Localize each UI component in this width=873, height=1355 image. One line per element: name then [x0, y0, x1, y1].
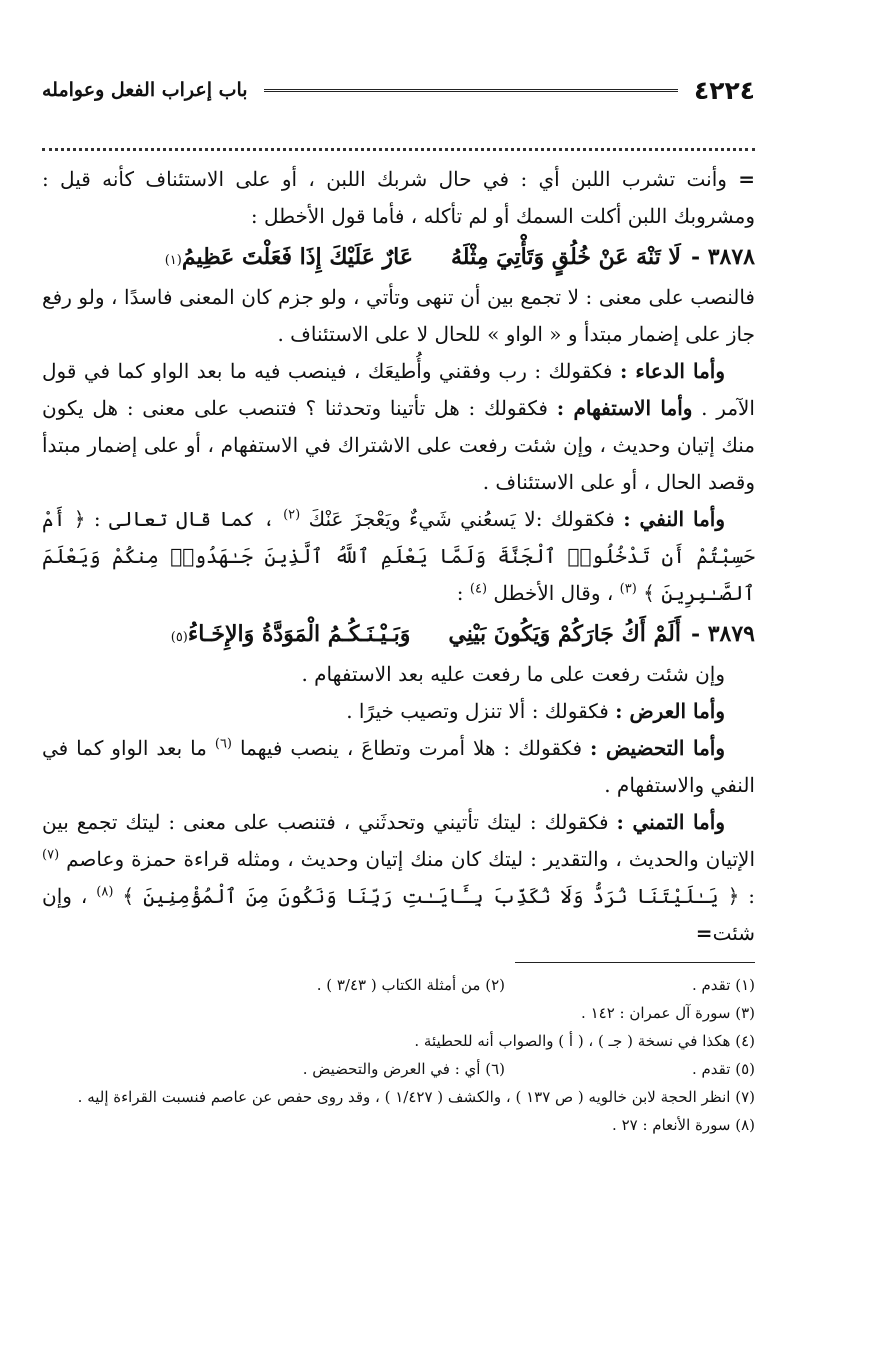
paragraph-1-text: وأنت تشرب اللبن أي : في حال شربك اللبن ، أو على الاستئناف كأنه قيل : ومشروبك اللبن أكلت السمك أو لم تأكله ، فأما قول الأخطل :	[42, 167, 755, 228]
footnote-ref-2[interactable]: (٢)	[283, 507, 301, 523]
footnote-ref-4[interactable]: (٤)	[469, 581, 488, 597]
page-header	[42, 70, 755, 110]
continued-marker: =	[738, 167, 755, 191]
paragraph-8-text-3: ، وإن شئت	[42, 884, 755, 945]
verse-hemistich-1: أَلَمْ أَكُ جَارَكُمْ وَيَكُونَ بَيْنِي	[448, 621, 681, 647]
verse-hemistich-1: لَا تَنْهَ عَنْ خُلُقٍ وَتَأْتِيَ مِثْلَهُ	[451, 244, 681, 270]
term-istifham: وأما الاستفهام :	[556, 396, 693, 420]
paragraph-3-text: فكقولك : رب وفقني وأُطيعَك ، فينصب فيه ما بعد الواو كما في قول الآمر .	[42, 359, 755, 420]
main-text	[42, 161, 755, 952]
term-tahdid: وأما التحضيض :	[590, 736, 726, 760]
footnote-ref-8[interactable]: (٨)	[96, 884, 114, 900]
continued-marker-end: =	[695, 921, 713, 945]
footnote-row	[42, 971, 755, 999]
footnote-4: (٤) هكذا في نسخة ( جـ ) ، ( أ ) والصواب أنه للحطيئة .	[414, 1032, 755, 1050]
paragraph-6-text: فكقولك : ألا تنزل وتصيب خيرًا .	[346, 699, 609, 723]
paragraph-8-text-1: فكقولك : ليتك تأتيني وتحدثَني ، فتنصب على معنى : ليتك تجمع بين الإتيان والحديث ، والتقدير : ليتك كان منك إتيان وحديث ، ومثله قراءة حمزة وعاصم	[42, 810, 756, 871]
dotted-divider	[42, 148, 755, 151]
verse-hemistich-2: وَبَـيْـنَـكُـمُ الْمَوَدَّةُ وَالإِخَـاءُ	[187, 621, 411, 647]
footnote-rule	[515, 962, 755, 963]
footnote-ref-7[interactable]: (٧)	[42, 847, 60, 863]
verse-number: ٣٨٧٩ -	[690, 621, 755, 647]
paragraph-7-text-2: ما بعد الواو كما في النفي والاستفهام .	[42, 736, 755, 797]
footnote-3: (٣) سورة آل عمران : ١٤٢ .	[581, 1004, 755, 1022]
page-number: ٤٢٢٤	[693, 75, 755, 105]
paragraph-7	[42, 730, 755, 804]
paragraph-4	[42, 501, 755, 612]
paragraph-8-text-2: : ﴿ يَـٰلَيْتَنَا نُرَدُّ وَلَا نُكَذِّبَ بِـَٔايَـٰتِ رَبِّنَا وَنَكُونَ مِنَ ٱلْمُؤْمِنِينَ ﴾	[122, 884, 756, 908]
header-rule	[264, 89, 678, 92]
paragraph-3-text-2: فكقولك : هل تأتينا وتحدثنا ؟ فتنصب على معنى : هل يكون منك إتيان وحديث ، وإن شئت رفعت على الاشتراك في الاستفهام ، أو على إضمار مبتدأ وقصد الحال ، أو على الاستئناف .	[42, 396, 755, 494]
paragraph-1	[42, 161, 755, 235]
footnotes	[42, 971, 755, 1139]
term-duaa: وأما الدعاء :	[619, 359, 725, 383]
paragraph-4-text-4: :	[456, 581, 464, 605]
verse-hemistich-2: عَارٌ عَلَيْكَ إِذَا فَعَلْتَ عَظِيمُ	[181, 244, 414, 270]
paragraph-5: وإن شئت رفعت على ما رفعت عليه بعد الاستفهام .	[301, 662, 725, 686]
footnote-row	[42, 1055, 755, 1083]
paragraph-2: فالنصب على معنى : لا تجمع بين أن تنهى وتأتي ، ولو جزم كان المعنى فاسدًا ، ولو رفع جاز على إضمار مبتدأ و « الواو » للحال لا على الاستئناف .	[42, 285, 755, 346]
term-nafy: وأما النفي :	[623, 507, 726, 531]
paragraph-4-text-2: ، كما قال تعالى : ﴿ أَمْ حَسِبْتُمْ أَن تَدْخُلُوا۟ ٱلْجَنَّةَ وَلَمَّا يَعْلَمِ ٱللَّهُ ٱلَّذِينَ جَـٰهَدُوا۟ مِنكُمْ وَيَعْلَمَ ٱلصَّـٰبِرِينَ ﴾	[42, 507, 755, 605]
footnote-6: (٦) أي : في العرض والتحضيض .	[302, 1060, 505, 1078]
footnote-8: (٨) سورة الأنعام : ٢٧ .	[612, 1116, 755, 1134]
term-tamanni: وأما التمني :	[616, 810, 725, 834]
paragraph-4-text-3: ، وقال الأخطل	[493, 581, 614, 605]
footnote-1: (١) تقدم .	[691, 976, 755, 994]
running-title: باب إعراب الفعل وعوامله	[42, 79, 248, 101]
footnote-ref-6[interactable]: (٦)	[214, 736, 232, 752]
footnote-ref-3[interactable]: (٣)	[619, 581, 637, 597]
footnote-2: (٢) من أمثلة الكتاب ( ٣/٤٣ ) .	[316, 976, 505, 994]
term-ard: وأما العرض :	[615, 699, 725, 723]
footnote-row	[42, 1111, 755, 1139]
footnote-row	[42, 999, 755, 1027]
verse-3878: ٣٨٧٨ - لَا تَنْهَ عَنْ خُلُقٍ وَتَأْتِيَ مِثْلَهُ عَارٌ عَلَيْكَ إِذَا فَعَلْتَ عَظِيمُ (١)	[42, 235, 755, 279]
paragraph-3	[42, 353, 755, 501]
paragraph-6	[42, 693, 755, 730]
footnote-5: (٥) تقدم .	[691, 1060, 755, 1078]
paragraph-7-text-1: فكقولك : هلا أمرت وتطاعَ ، ينصب فيهما	[239, 736, 583, 760]
paragraph-8	[42, 804, 755, 952]
paragraph-4-text-1: فكقولك :لا يَسعُني شَيءٌ ويَعْجزَ عَنْكَ	[308, 507, 615, 531]
verse-number: ٣٨٧٨ -	[690, 244, 755, 270]
footnote-7: (٧) انظر الحجة لابن خالويه ( ص ١٣٧ ) ، والكشف ( ١/٤٢٧ ) ، وقد روى حفص عن عاصم فنسبت القراءة إليه .	[77, 1088, 755, 1106]
footnote-row	[42, 1027, 755, 1055]
verse-3879: ٣٨٧٩ - أَلَمْ أَكُ جَارَكُمْ وَيَكُونَ بَيْنِي وَبَـيْـنَـكُـمُ الْمَوَدَّةُ وَالإِخَـاءُ (٥)	[42, 612, 755, 656]
